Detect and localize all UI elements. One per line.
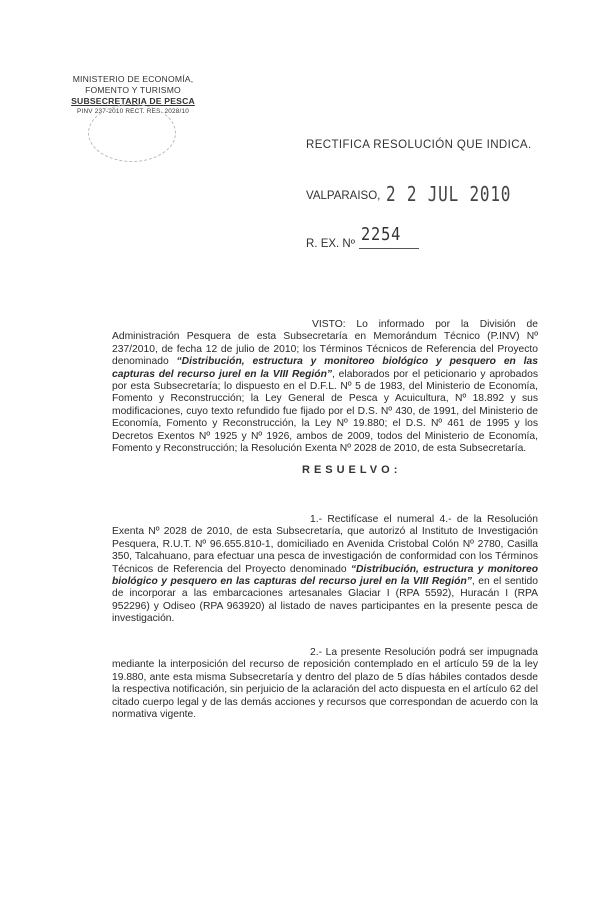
- resolution-item-2: 2.- La presente Resolución podrá ser impugnada mediante la interposición del recurso de reposición contemplado en el artículo 59 de la ley 19.880, ante esta misma Subsecretaría y dentro del plazo de 5 días hábiles contados desde la respectiva notificación, sin perjuicio de la aclaración del acto dispuesta en el artículo 62 del citado cuerpo legal y de las demás acciones y recursos que correspondan de acuerdo con la normativa vigente.: [112, 647, 538, 721]
- resolution-number-underline: [359, 248, 419, 249]
- ministry-name: MINISTERIO DE ECONOMÍA,: [72, 74, 194, 84]
- resolution-number-label: R. EX. Nº: [306, 238, 355, 250]
- place-label: VALPARAISO,: [306, 190, 381, 202]
- resolution-item-1: 1.- Rectifícase el numeral 4.- de la Resolución Exenta Nº 2028 de 2010, de esta Subsecretaría, que autorizó al Instituto de Investigación Pesquera, R.U.T. Nº 96.655.810-1, domiciliado en Avenida Cristobal Colón Nº 2780, Casilla 350, Talcahuano, para efectuar una pesca de investigación de conformidad con los Términos Técnicos de Referencia del Proyecto denominado “Distribución, estructura y monitoreo biológico y pesquero en las capturas del recurso jurel en la VIII Región”, en el sentido de incorporar a las embarcaciones artesanales Glaciar I (RPA 5592), Huracán I (RPA 952296) y Odiseo (RPA 963920) al listado de naves participantes en la presente pesca de investigación.: [112, 514, 538, 625]
- reference-code: PINV 237-2010 RECT. RES. 2028/10: [77, 108, 189, 115]
- resuelvo-heading: RESUELVO:: [302, 464, 402, 476]
- official-seal-stamp: [88, 104, 176, 162]
- document-title: RECTIFICA RESOLUCIÓN QUE INDICA.: [306, 139, 532, 151]
- ministry-subtitle: FOMENTO Y TURISMO: [85, 85, 181, 95]
- visto-paragraph: VISTO: Lo informado por la División de Administración Pesquera de esta Subsecretaría en Memorándum Técnico (P.INV) Nº 237/2010, de fecha 12 de julio de 2010; los Términos Técnicos de Referencia del Proyecto denominado “Distribución, estructura y monitoreo biológico y pesquero en las capturas del recurso jurel en la VIII Región”, elaborados por el peticionario y aprobados por esta Subsecretaría; lo dispuesto en el D.F.L. Nº 5 de 1983, del Ministerio de Economía, Fomento y Reconstrucción; la Ley General de Pesca y Acuicultura, Nº 18.892 y sus modificaciones, cuyo texto refundido fue fijado por el D.S. Nº 430, de 1991, del Ministerio de Economía, Fomento y Reconstrucción, la Ley Nº 19.880; el D.S. Nº 461 de 1995 y los Decretos Exentos Nº 1925 y Nº 1926, ambos de 2009, todos del Ministerio de Economía, Fomento y Reconstrucción; la Resolución Exenta Nº 2028 de 2010, de esta Subsecretaría.: [112, 319, 538, 455]
- subsecretaria-name: SUBSECRETARIA DE PESCA: [71, 96, 195, 106]
- project-name: “Distribución, estructura y monitoreo biológico y pesquero en las capturas del recurso jurel en la VIII Región”: [112, 356, 538, 380]
- project-name: “Distribución, estructura y monitoreo biológico y pesquero en las capturas del recurso jurel en la VIII Región”: [112, 563, 538, 588]
- date-stamp: 2 2 JUL 2010: [386, 182, 512, 206]
- visto-lead: VISTO:: [312, 319, 346, 330]
- resolution-number: 2254: [361, 224, 402, 245]
